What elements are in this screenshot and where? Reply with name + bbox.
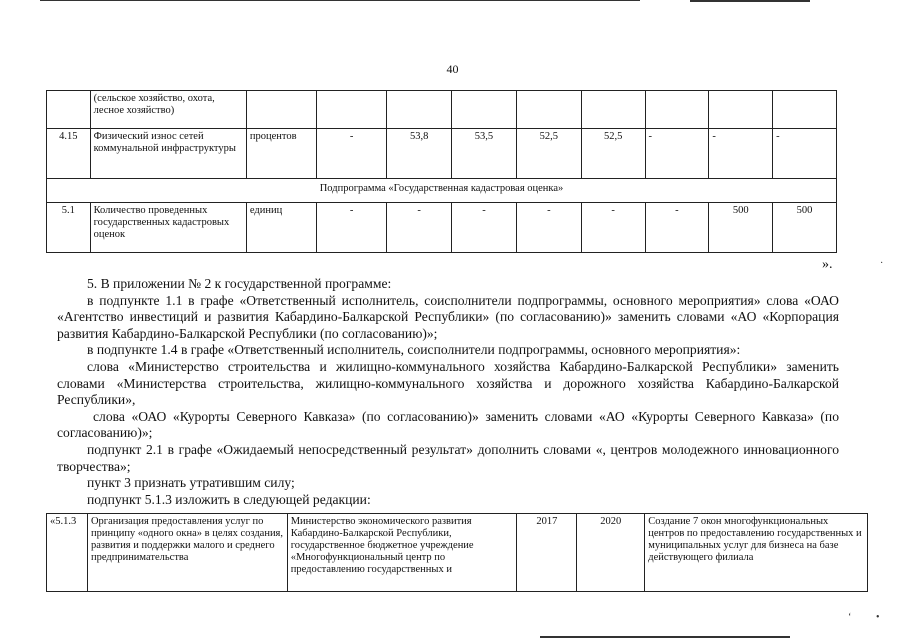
paragraph: 5. В приложении № 2 к государственной программе: [87,276,392,291]
value-cell: - [645,129,709,179]
measure-name: Организация предоставления услуг по принципу «одного окна» в целях создания, развития и поддержки малого и среднего предпринимательства [87,514,287,592]
table-cell [581,91,645,129]
value-cell: - [452,203,517,253]
value-cell: - [387,203,452,253]
indicator-name: Физический износ сетей коммунальной инфраструктуры [90,129,246,179]
value-cell: 53,8 [387,129,452,179]
value-cell: - [709,129,773,179]
table-row [47,203,837,253]
value-cell: - [317,129,387,179]
indicators-table [46,90,837,253]
table-cell [773,91,837,129]
scan-speck: • [876,612,880,623]
scan-speck: · [880,258,884,269]
scan-line-top [40,0,640,1]
table-cell [516,91,581,129]
table-cell [452,91,517,129]
unit: единиц [246,203,316,253]
paragraph: подпункт 5.1.3 изложить в следующей редакции: [87,491,371,507]
program-table [46,513,868,592]
row-number: «5.1.3 [47,514,88,592]
indicator-name: (сельское хозяйство, охота, лесное хозяйство) [90,91,246,129]
closing-quote: ». [822,257,833,272]
value-cell: 500 [773,203,837,253]
value-cell: 500 [709,203,773,253]
amendment-text [57,276,839,508]
start-year: 2017 [517,514,577,592]
executor: Министерство экономического развития Кабардино-Балкарской Республики, государственное бюджетное учреждение «Многофункциональный центр по предоставлению государственных и [287,514,517,592]
table-row [47,514,868,592]
subprogram-title: Подпрограмма «Государственная кадастровая оценка» [47,179,837,203]
value-cell: 52,5 [581,129,645,179]
subprogram-row [47,179,837,203]
value-cell: 52,5 [516,129,581,179]
paragraph: подпункт 2.1 в графе «Ожидаемый непосредственный результат» дополнить словами «, центров молодежного инновационного творчества»; [57,441,839,474]
expected-result: Создание 7 окон многофункциональных центров по предоставлению государственных и муниципальных услуг для бизнеса на базе действующего филиала [645,514,868,592]
table-cell [246,91,316,129]
table-cell [47,91,91,129]
unit: процентов [246,129,316,179]
row-number: 4.15 [47,129,91,179]
page-number: 40 [446,62,459,76]
value-cell: - [317,203,387,253]
row-number: 5.1 [47,203,91,253]
table-cell [317,91,387,129]
paragraph: слова «ОАО «Курорты Северного Кавказа» (по согласованию)» заменить словами «АО «Курорты Северного Кавказа» (по согласованию)»; [57,408,839,441]
scan-speck: ‘ [848,612,852,623]
table-cell [645,91,709,129]
value-cell: - [773,129,837,179]
paragraph: пункт 3 признать утратившим силу; [87,475,295,491]
table-row [47,129,837,179]
scan-line-bottom [540,636,790,638]
paragraph: в подпункте 1.4 в графе «Ответственный исполнитель, соисполнители подпрограммы, основного мероприятия»: [87,342,741,358]
paragraph: в подпункте 1.1 в графе «Ответственный исполнитель, соисполнители подпрограммы, основного мероприятия» слова «ОАО «Агентство инвестиций и развития Кабардино-Балкарской Республики» (по согласованию)» заменить словами «АО «Корпорация развития Кабардино-Балкарской Республики (по согласованию)»; [57,292,839,341]
value-cell: - [516,203,581,253]
table-row [47,91,837,129]
scan-line-top-right [690,0,810,2]
end-year: 2020 [577,514,645,592]
paragraph: слова «Министерство строительства и жилищно-коммунального хозяйства Кабардино-Балкарской Республики» заменить словами «Министерства строительства, жилищно-коммунального хозяйства и дорожного хозяйства Кабардино-Балкарской Республики», [57,358,839,408]
value-cell: - [581,203,645,253]
value-cell: - [645,203,709,253]
table-cell [387,91,452,129]
table-cell [709,91,773,129]
indicator-name: Количество проведенных государственных кадастровых оценок [90,203,246,253]
value-cell: 53,5 [452,129,517,179]
